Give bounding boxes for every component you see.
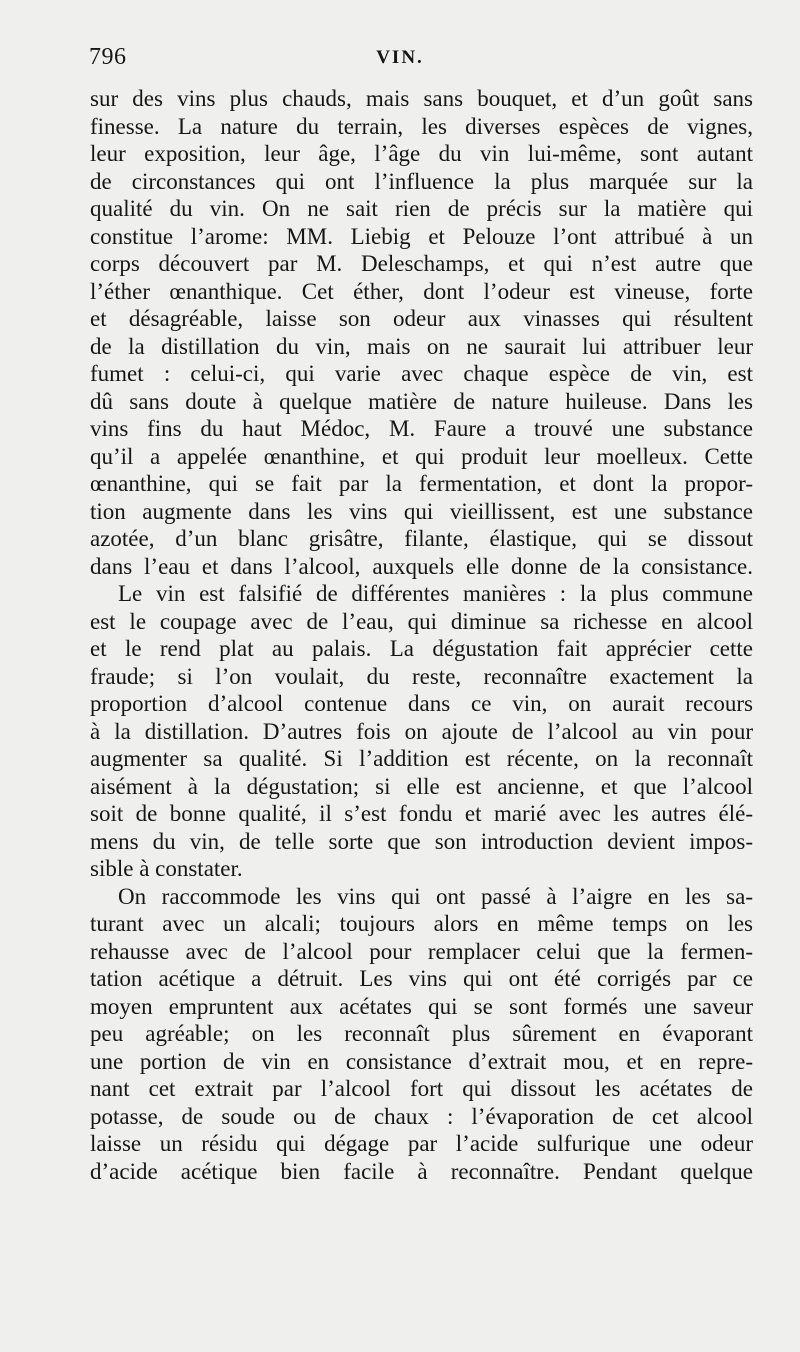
text-line: laisse un résidu qui dégage par l’acide sulfurique une odeur (90, 1131, 753, 1156)
text-line: Le vin est falsifié de différentes manières : la plus commune (118, 581, 753, 606)
text-line: qu’il a appelée œnanthine, et qui produit leur moelleux. Cette (90, 443, 753, 469)
text-line: corps découvert par M. Deleschamps, et qui n’est autre que (90, 251, 753, 276)
text-line: une portion de vin en consistance d’extrait mou, et en repre- (90, 1048, 753, 1074)
text-line: augmenter sa qualité. Si l’addition est récente, on la reconnaît (90, 746, 753, 771)
text-line: potasse, de soude ou de chaux : l’évaporation de cet alcool (90, 1103, 753, 1129)
text-line: constitue l’arome: MM. Liebig et Pelouze l’ont attribué à un (90, 223, 753, 249)
text-line: aisément à la dégustation; si elle est ancienne, et que l’alcool (90, 773, 753, 799)
text-line: de la distillation du vin, mais on ne saurait lui attribuer leur (90, 333, 753, 359)
text-line: azotée, d’un blanc grisâtre, filante, élastique, qui se dissout (90, 526, 753, 551)
page-number: 796 (89, 44, 127, 70)
text-line: l’éther œnanthique. Cet éther, dont l’odeur est vineuse, forte (90, 278, 753, 304)
text-line: mens du vin, de telle sorte que son introduction devient impos- (90, 828, 753, 854)
text-line: dans l’eau et dans l’alcool, auxquels elle donne de la consistance. (90, 553, 753, 579)
text-line: tion augmente dans les vins qui vieillissent, est une substance (90, 498, 753, 524)
body-text (90, 85, 753, 1185)
text-line: leur exposition, leur âge, l’âge du vin lui-même, sont autant (90, 141, 753, 166)
text-line: peu agréable; on les reconnaît plus sûrement en évaporant (90, 1021, 753, 1046)
text-line: On raccommode les vins qui ont passé à l’aigre en les sa- (118, 883, 753, 909)
text-line: turant avec un alcali; toujours alors en même temps on les (90, 911, 753, 936)
text-line: rehausse avec de l’alcool pour remplacer celui que la fermen- (90, 938, 753, 964)
text-line: fraude; si l’on voulait, du reste, reconnaître exactement la (90, 663, 753, 689)
text-line: nant cet extrait par l’alcool fort qui dissout les acétates de (90, 1076, 753, 1101)
text-line: soit de bonne qualité, il s’est fondu et marié avec les autres élé- (90, 801, 753, 826)
text-line: est le coupage avec de l’eau, qui diminue sa richesse en alcool (90, 608, 753, 634)
running-title: VIN. (376, 47, 424, 68)
text-line: œnanthine, qui se fait par la fermentation, et dont la propor- (90, 471, 753, 496)
text-line: proportion d’alcool contenue dans ce vin, on aurait recours (90, 691, 753, 716)
text-line: et désagréable, laisse son odeur aux vinasses qui résultent (90, 306, 753, 331)
text-line: fumet : celui-ci, qui varie avec chaque espèce de vin, est (90, 361, 753, 386)
text-line: et le rend plat au palais. La dégustation fait apprécier cette (90, 636, 753, 661)
text-line: vins fins du haut Médoc, M. Faure a trouvé une substance (90, 416, 753, 441)
text-line: finesse. La nature du terrain, les diverses espèces de vignes, (90, 113, 753, 139)
text-line: de circonstances qui ont l’influence la plus marquée sur la (90, 168, 753, 194)
text-line: sur des vins plus chauds, mais sans bouquet, et d’un goût sans (90, 86, 753, 111)
text-line: d’acide acétique bien facile à reconnaître. Pendant quelque (90, 1158, 753, 1184)
text-line: moyen empruntent aux acétates qui se sont formés une saveur (90, 993, 753, 1019)
text-line: tation acétique a détruit. Les vins qui ont été corrigés par ce (90, 966, 753, 991)
text-line: à la distillation. D’autres fois on ajoute de l’alcool au vin pour (90, 718, 753, 744)
text-line: qualité du vin. On ne sait rien de précis sur la matière qui (90, 196, 753, 221)
text-line: sible à constater. (90, 856, 243, 881)
text-line: dû sans doute à quelque matière de nature huileuse. Dans les (90, 388, 753, 414)
